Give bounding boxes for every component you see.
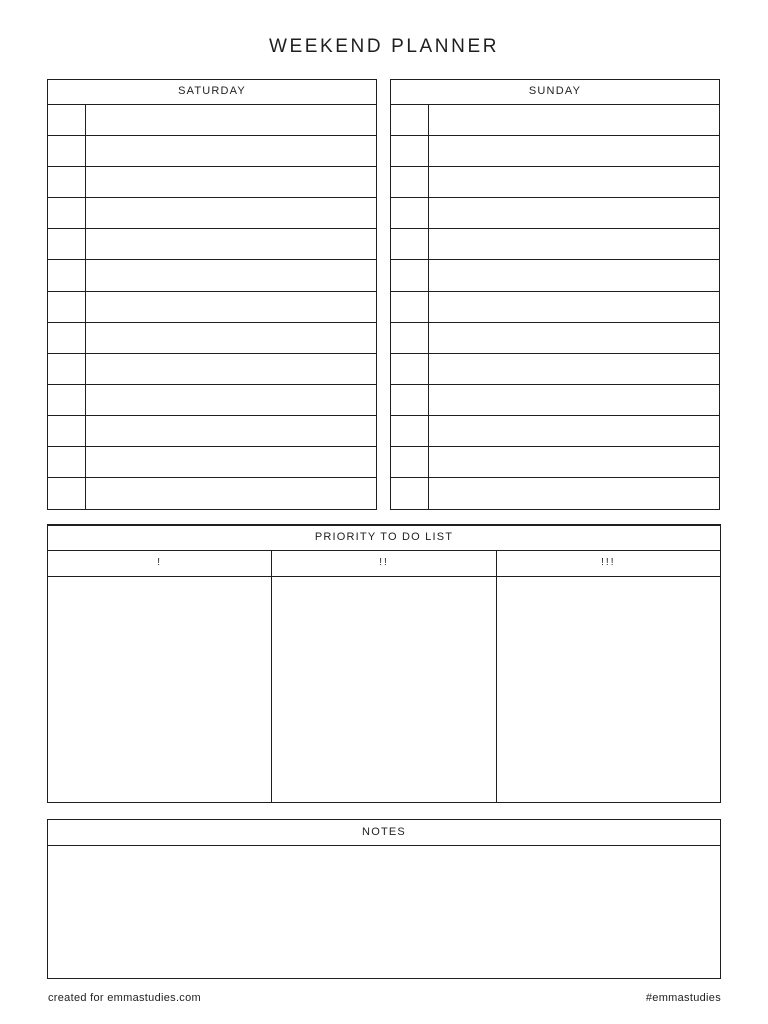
priority-header: PRIORITY TO DO LIST: [48, 526, 720, 551]
page-title: WEEKEND PLANNER: [268, 36, 500, 57]
saturday-time-cell[interactable]: [48, 260, 86, 290]
saturday-time-cell[interactable]: [48, 416, 86, 446]
priority-column-1-area[interactable]: [48, 577, 271, 803]
saturday-row: [48, 198, 376, 229]
sunday-rows: [391, 105, 719, 509]
sunday-task-cell[interactable]: [429, 323, 719, 353]
notes-area[interactable]: [48, 846, 720, 978]
saturday-task-cell[interactable]: [86, 323, 376, 353]
sunday-task-cell[interactable]: [429, 229, 719, 259]
priority-column-3: [497, 551, 720, 803]
saturday-time-cell[interactable]: [48, 229, 86, 259]
saturday-time-cell[interactable]: [48, 323, 86, 353]
saturday-task-cell[interactable]: [86, 478, 376, 509]
sunday-row: [391, 478, 719, 509]
sunday-row: [391, 105, 719, 136]
sunday-row: [391, 260, 719, 291]
sunday-row: [391, 385, 719, 416]
sunday-row: [391, 323, 719, 354]
saturday-row: [48, 416, 376, 447]
sunday-task-cell[interactable]: [429, 447, 719, 477]
saturday-task-cell[interactable]: [86, 198, 376, 228]
sunday-time-cell[interactable]: [391, 167, 429, 197]
sunday-row: [391, 416, 719, 447]
saturday-task-cell[interactable]: [86, 105, 376, 135]
sunday-row: [391, 292, 719, 323]
saturday-task-cell[interactable]: [86, 354, 376, 384]
saturday-row: [48, 447, 376, 478]
sunday-schedule: [390, 79, 720, 510]
saturday-row: [48, 323, 376, 354]
sunday-header: SUNDAY: [391, 80, 719, 105]
saturday-task-cell[interactable]: [86, 167, 376, 197]
saturday-time-cell[interactable]: [48, 105, 86, 135]
sunday-row: [391, 167, 719, 198]
sunday-task-cell[interactable]: [429, 105, 719, 135]
sunday-time-cell[interactable]: [391, 354, 429, 384]
priority-columns: [48, 551, 720, 803]
saturday-schedule: [47, 79, 377, 510]
sunday-row: [391, 136, 719, 167]
notes-header: NOTES: [48, 820, 720, 846]
saturday-time-cell[interactable]: [48, 478, 86, 509]
saturday-row: [48, 354, 376, 385]
priority-column-3-header: !!!: [497, 551, 720, 577]
sunday-time-cell[interactable]: [391, 229, 429, 259]
priority-column-2: [272, 551, 496, 803]
sunday-row: [391, 198, 719, 229]
saturday-row: [48, 167, 376, 198]
saturday-task-cell[interactable]: [86, 447, 376, 477]
saturday-header: SATURDAY: [48, 80, 376, 105]
sunday-time-cell[interactable]: [391, 323, 429, 353]
saturday-time-cell[interactable]: [48, 354, 86, 384]
sunday-time-cell[interactable]: [391, 416, 429, 446]
sunday-task-cell[interactable]: [429, 385, 719, 415]
saturday-task-cell[interactable]: [86, 229, 376, 259]
priority-column-2-header: !!: [272, 551, 495, 577]
saturday-row: [48, 105, 376, 136]
sunday-row: [391, 229, 719, 260]
footer-hashtag: #emmastudies: [645, 992, 721, 1004]
saturday-row: [48, 385, 376, 416]
saturday-row: [48, 260, 376, 291]
saturday-row: [48, 292, 376, 323]
saturday-time-cell[interactable]: [48, 167, 86, 197]
saturday-time-cell[interactable]: [48, 136, 86, 166]
sunday-time-cell[interactable]: [391, 198, 429, 228]
saturday-time-cell[interactable]: [48, 198, 86, 228]
saturday-row: [48, 136, 376, 167]
sunday-row: [391, 447, 719, 478]
sunday-task-cell[interactable]: [429, 198, 719, 228]
sunday-task-cell[interactable]: [429, 167, 719, 197]
sunday-row: [391, 354, 719, 385]
priority-column-1-header: !: [48, 551, 271, 577]
sunday-time-cell[interactable]: [391, 260, 429, 290]
saturday-task-cell[interactable]: [86, 136, 376, 166]
priority-todo-list: [47, 524, 721, 803]
priority-column-3-area[interactable]: [497, 577, 720, 803]
priority-column-2-area[interactable]: [272, 577, 495, 803]
sunday-task-cell[interactable]: [429, 136, 719, 166]
sunday-time-cell[interactable]: [391, 447, 429, 477]
saturday-task-cell[interactable]: [86, 292, 376, 322]
saturday-task-cell[interactable]: [86, 385, 376, 415]
saturday-time-cell[interactable]: [48, 385, 86, 415]
sunday-task-cell[interactable]: [429, 416, 719, 446]
sunday-time-cell[interactable]: [391, 136, 429, 166]
sunday-time-cell[interactable]: [391, 105, 429, 135]
saturday-time-cell[interactable]: [48, 447, 86, 477]
footer-credit: created for emmastudies.com: [48, 992, 201, 1004]
sunday-task-cell[interactable]: [429, 354, 719, 384]
sunday-time-cell[interactable]: [391, 292, 429, 322]
priority-column-1: [48, 551, 272, 803]
sunday-task-cell[interactable]: [429, 292, 719, 322]
notes-section: [47, 819, 721, 979]
sunday-task-cell[interactable]: [429, 478, 719, 509]
sunday-time-cell[interactable]: [391, 385, 429, 415]
sunday-task-cell[interactable]: [429, 260, 719, 290]
saturday-task-cell[interactable]: [86, 260, 376, 290]
saturday-row: [48, 478, 376, 509]
saturday-task-cell[interactable]: [86, 416, 376, 446]
saturday-row: [48, 229, 376, 260]
sunday-time-cell[interactable]: [391, 478, 429, 509]
saturday-time-cell[interactable]: [48, 292, 86, 322]
saturday-rows: [48, 105, 376, 509]
